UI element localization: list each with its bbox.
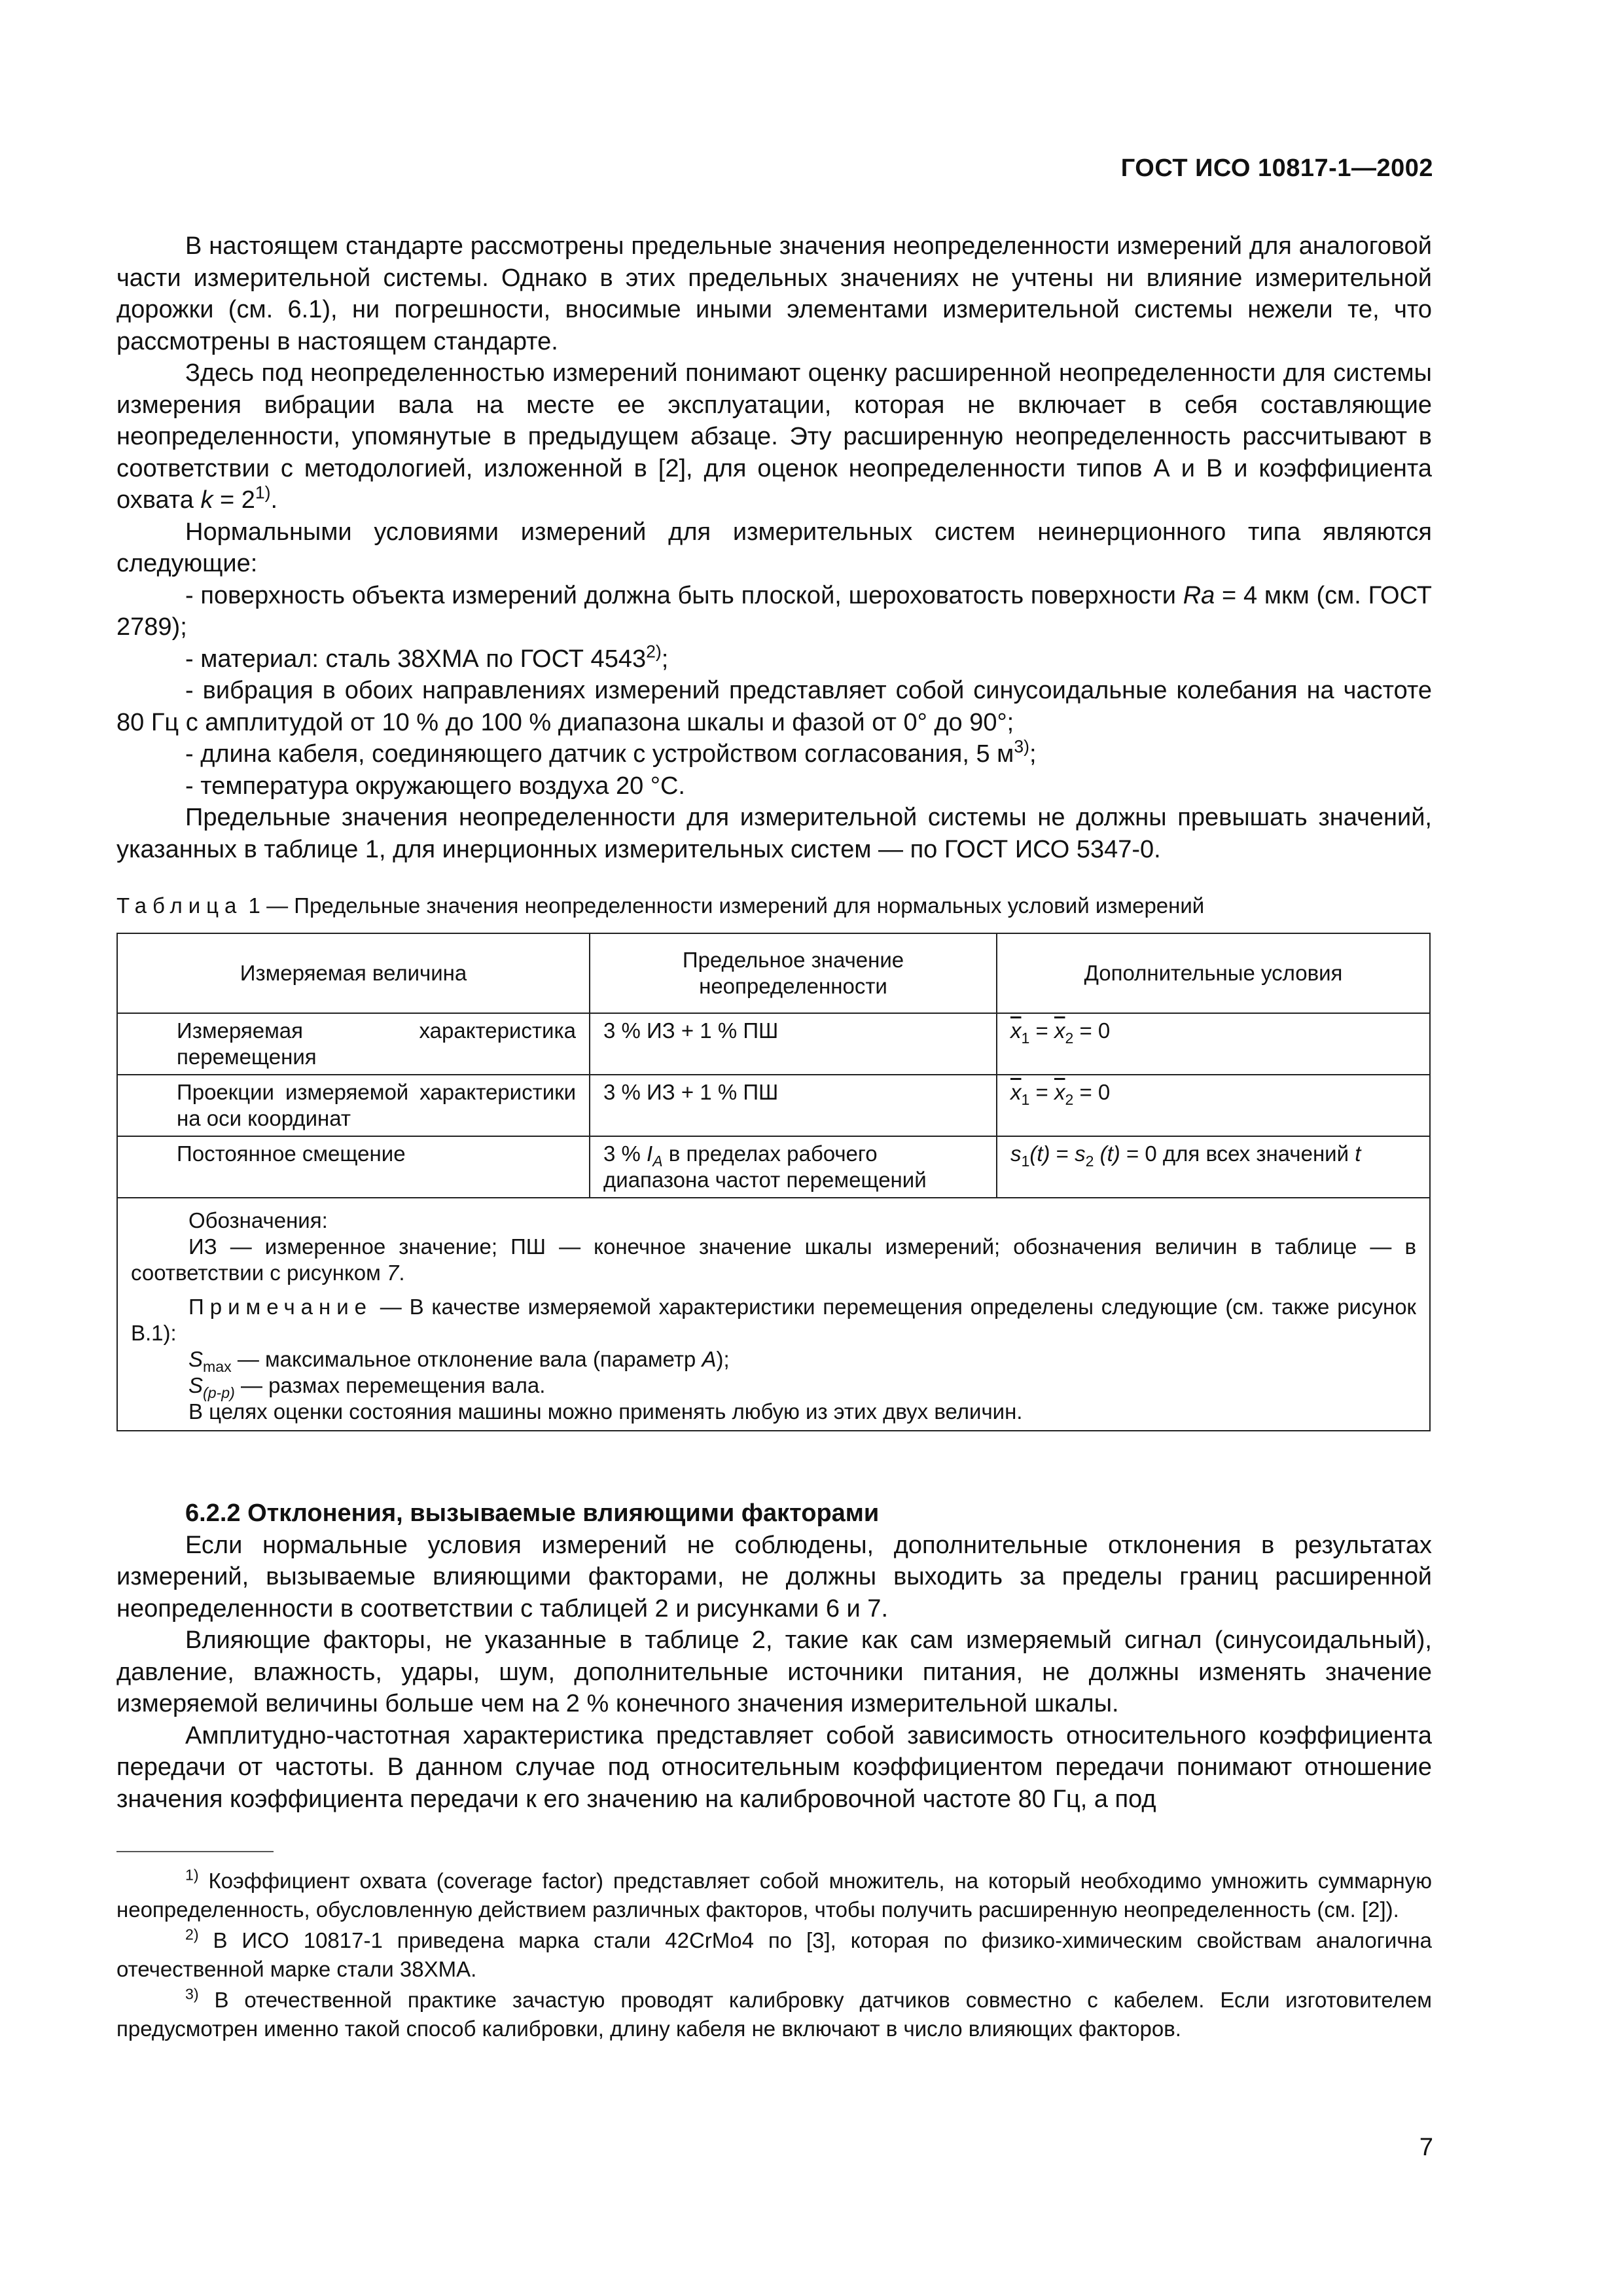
intro-text <box>116 230 1432 865</box>
table-cell: $\overline{x}_1 = \overline{x}_2 = 0$ <box>997 1013 1430 1075</box>
section-6-2-2 <box>116 1498 1432 1815</box>
list-item: - длина кабеля, соединяющего датчик с устройством согласования, 5 $м^{3)}$; <box>185 736 1037 768</box>
table-cell: Проекции измеряемой характеристики на оси координат <box>117 1075 590 1136</box>
table-cell: 3 % ИЗ + 1 % ПШ <box>590 1075 997 1136</box>
footnote-ref[interactable]: 2) <box>646 641 662 661</box>
paragraph: Нормальными условиями измерений для измерительных систем неинерционного типа являются следующие: <box>116 518 1432 577</box>
table-cell: Постоянное смещение <box>117 1136 590 1198</box>
notes-legend: ИЗ — измеренное значение; ПШ — конечное значение шкалы измерений; обозначения величин в таблице — в соответствии с рисунком 7. <box>131 1234 1416 1285</box>
table-row <box>117 1013 1430 1075</box>
table-note: Примечание — В качестве измеряемой характеристики перемещения определены следующие (см. также рисунок В.1): <box>131 1295 1416 1345</box>
footnote-mark: 2) <box>185 1926 199 1943</box>
table-row <box>117 1136 1430 1198</box>
footnote: $^{2)}$ В ИСО 10817-1 приведена марка стали 42CrMo4 по [3], которая по физико-химическим свойствам аналогична отечественной марке стали 38ХМА. <box>116 1926 1432 1981</box>
paragraph: Здесь под неопределенностью измерений понимают оценку расширенной неопределенности для системы измерения вибрации вала на месте ее эксплуатации, которая не включает в себя составляющие неопределенности, упомянутые в предыдущем абзаце. Эту расширенную неопределенность рассчитывают в соответствии с методологией, изложенной в [2], для оценок неопределенности типов А и В и коэффициента охвата $k = 2^{1)}$. <box>116 359 1432 514</box>
note-smax: $S_{max}$ — максимальное отклонение вала (параметр A); <box>188 1347 730 1376</box>
section-title: 6.2.2 Отклонения, вызываемые влияющими факторами <box>185 1499 880 1527</box>
note-last: В целях оценки состояния машины можно применять любую из этих двух величин. <box>188 1399 1023 1424</box>
paragraph: В настоящем стандарте рассмотрены предельные значения неопределенности измерений для аналоговой части измерительной системы. Однако в этих предельных значениях не учтены ни влияние измерительной дорожки (см. 6.1), ни погрешности, вносимые иными элементами измерительной системы нежели те, что рассмотрены в настоящем стандарте. <box>116 232 1432 355</box>
notes-title: Обозначения: <box>188 1208 328 1232</box>
footnote-mark: 1) <box>185 1866 199 1884</box>
document-header: ГОСТ ИСО 10817-1—2002 <box>1120 154 1433 182</box>
table-caption: Таблица 1 — Предельные значения неопределенности измерений для нормальных условий измерений <box>116 893 1205 918</box>
table-cell: 3 % ИЗ + 1 % ПШ <box>590 1013 997 1075</box>
footnote-ref[interactable]: 1) <box>255 482 271 503</box>
table-cell: 3 % $I_A$ в пределах рабочего диапазона частот перемещений <box>590 1136 997 1198</box>
column-header: Измеряемая величина <box>117 933 590 1013</box>
column-header: Дополнительные условия <box>997 933 1430 1013</box>
table-cell: $\overline{x}_1 = \overline{x}_2 = 0$ <box>997 1075 1430 1136</box>
footnote-mark: 3) <box>185 1985 199 2003</box>
paragraph: Влияющие факторы, не указанные в таблице 2, такие как сам измеряемый сигнал (синусоидальный), давление, влажность, удары, шум, дополнительные источники питания, не должны изменять значение измеряемой величины больше чем на 2 % конечного значения измерительной шкалы. <box>116 1626 1432 1717</box>
paragraph: Амплитудно-частотная характеристика представляет собой зависимость относительного коэффициента передачи от частоты. В данном случае под относительным коэффициентом передачи понимают отношение значения коэффициента передачи к его значению на калибровочной частоте 80 Гц, а под <box>116 1721 1432 1813</box>
footnote: $^{3)}$ В отечественной практике зачастую проводят калибровку датчиков совместно с кабелем. Если изготовителем предусмотрен именно такой способ калибровки, длину кабеля не включают в число влияющих факторов. <box>116 1985 1432 2041</box>
uncertainty-table <box>116 933 1431 1431</box>
footnote-ref[interactable]: 3) <box>1014 736 1029 757</box>
table-header-row <box>117 933 1430 1013</box>
column-header: Предельное значение неопределенности <box>590 933 997 1013</box>
note-spp: $S_{(p-p)}$ — размах перемещения вала. <box>188 1373 546 1402</box>
table-cell: $s_1(t) = s_2$ (t) = 0 для всех значений t <box>997 1136 1430 1198</box>
list-item: - поверхность объекта измерений должна быть плоской, шероховатость поверхности Ra = 4 мкм (см. ГОСТ 2789); <box>116 581 1432 641</box>
table-notes <box>117 1198 1430 1431</box>
table-notes-row <box>117 1198 1430 1431</box>
table-row <box>117 1075 1430 1136</box>
list-item: - материал: сталь 38ХМА по ГОСТ 4543$^{2)}$; <box>185 641 669 673</box>
paragraph: Если нормальные условия измерений не соблюдены, дополнительные отклонения в результатах измерений, вызываемые влияющими факторами, не должны выходить за пределы границ расширенной неопределенности в соответствии с таблицей 2 и рисунками 6 и 7. <box>116 1531 1432 1623</box>
list-item: - температура окружающего воздуха 20 °С. <box>185 772 685 800</box>
footnotes <box>116 1867 1432 2043</box>
footnote: $^{1)}$ Коэффициент охвата (coverage factor) представляет собой множитель, на который необходимо умножить суммарную неопределенность, обусловленную действием различных факторов, чтобы получить расширенную неопределенность (см. [2]). <box>116 1866 1432 1922</box>
page-number: 7 <box>1419 2134 1433 2161</box>
footnote-divider <box>116 1851 274 1852</box>
table-cell: Измеряемая характеристика перемещения <box>117 1013 590 1075</box>
paragraph: Предельные значения неопределенности для измерительной системы не должны превышать значений, указанных в таблице 1, для инерционных измерительных систем — по ГОСТ ИСО 5347-0. <box>116 804 1432 863</box>
list-item: - вибрация в обоих направлениях измерений представляет собой синусоидальные колебания на частоте 80 Гц с амплитудой от 10 % до 100 % диапазона шкалы и фазой от 0° до 90°; <box>116 677 1432 736</box>
